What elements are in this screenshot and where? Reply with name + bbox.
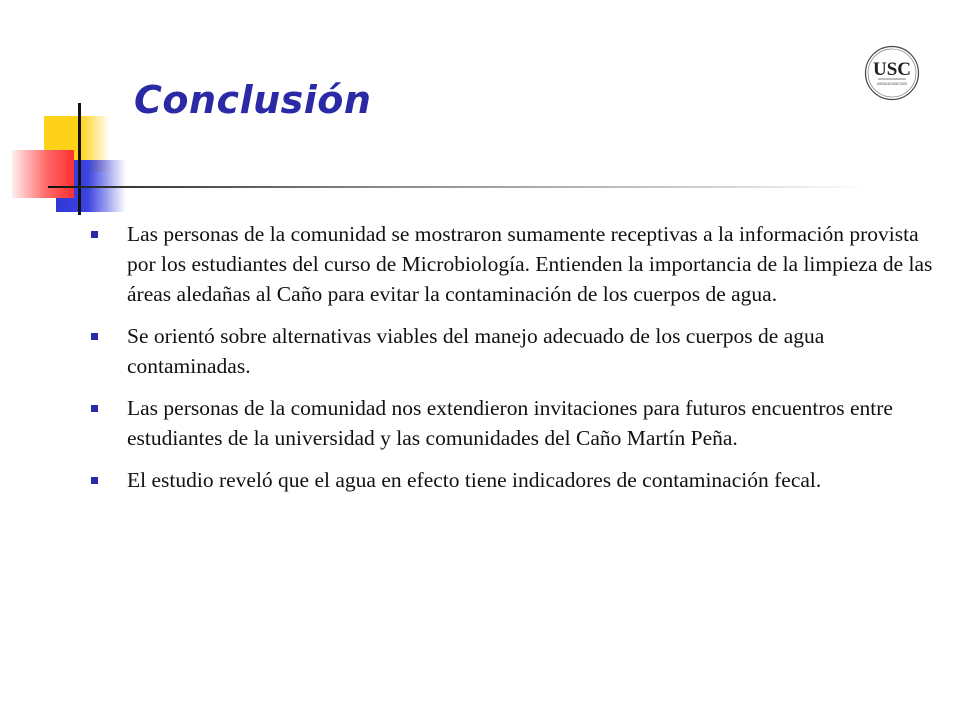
bullet-item (88, 465, 938, 495)
university-logo (864, 45, 948, 101)
square-bullet-icon (91, 477, 98, 484)
bullet-item (88, 393, 938, 453)
square-bullet-icon (91, 405, 98, 412)
logo-subtext: UNIVERSIDAD DEL SAGRADO CORAZÓN (877, 82, 948, 86)
decorative-red-square (12, 150, 74, 198)
decorative-vertical-line (78, 103, 81, 215)
title-underline (48, 186, 868, 188)
bullet-list (88, 219, 938, 507)
square-bullet-icon (91, 231, 98, 238)
logo-text: USC (872, 59, 912, 80)
bullet-item (88, 219, 938, 309)
square-bullet-icon (91, 333, 98, 340)
slide-title: Conclusión (134, 78, 372, 122)
bullet-text: Las personas de la comunidad nos extendieron invitaciones para futuros encuentros entre estudiantes de la universidad y las comunidades del Caño Martín Peña. (127, 396, 893, 450)
bullet-text: El estudio reveló que el agua en efecto tiene indicadores de contaminación fecal. (127, 468, 822, 492)
bullet-text: Las personas de la comunidad se mostraron sumamente receptivas a la información provista por los estudiantes del curso de Microbiología. Entienden la importancia de la limpieza de las áreas aledañas al Caño para evitar la contaminación de los cuerpos de agua. (127, 222, 933, 306)
bullet-item (88, 321, 938, 381)
bullet-text: Se orientó sobre alternativas viables del manejo adecuado de los cuerpos de agua contaminadas. (127, 324, 825, 378)
